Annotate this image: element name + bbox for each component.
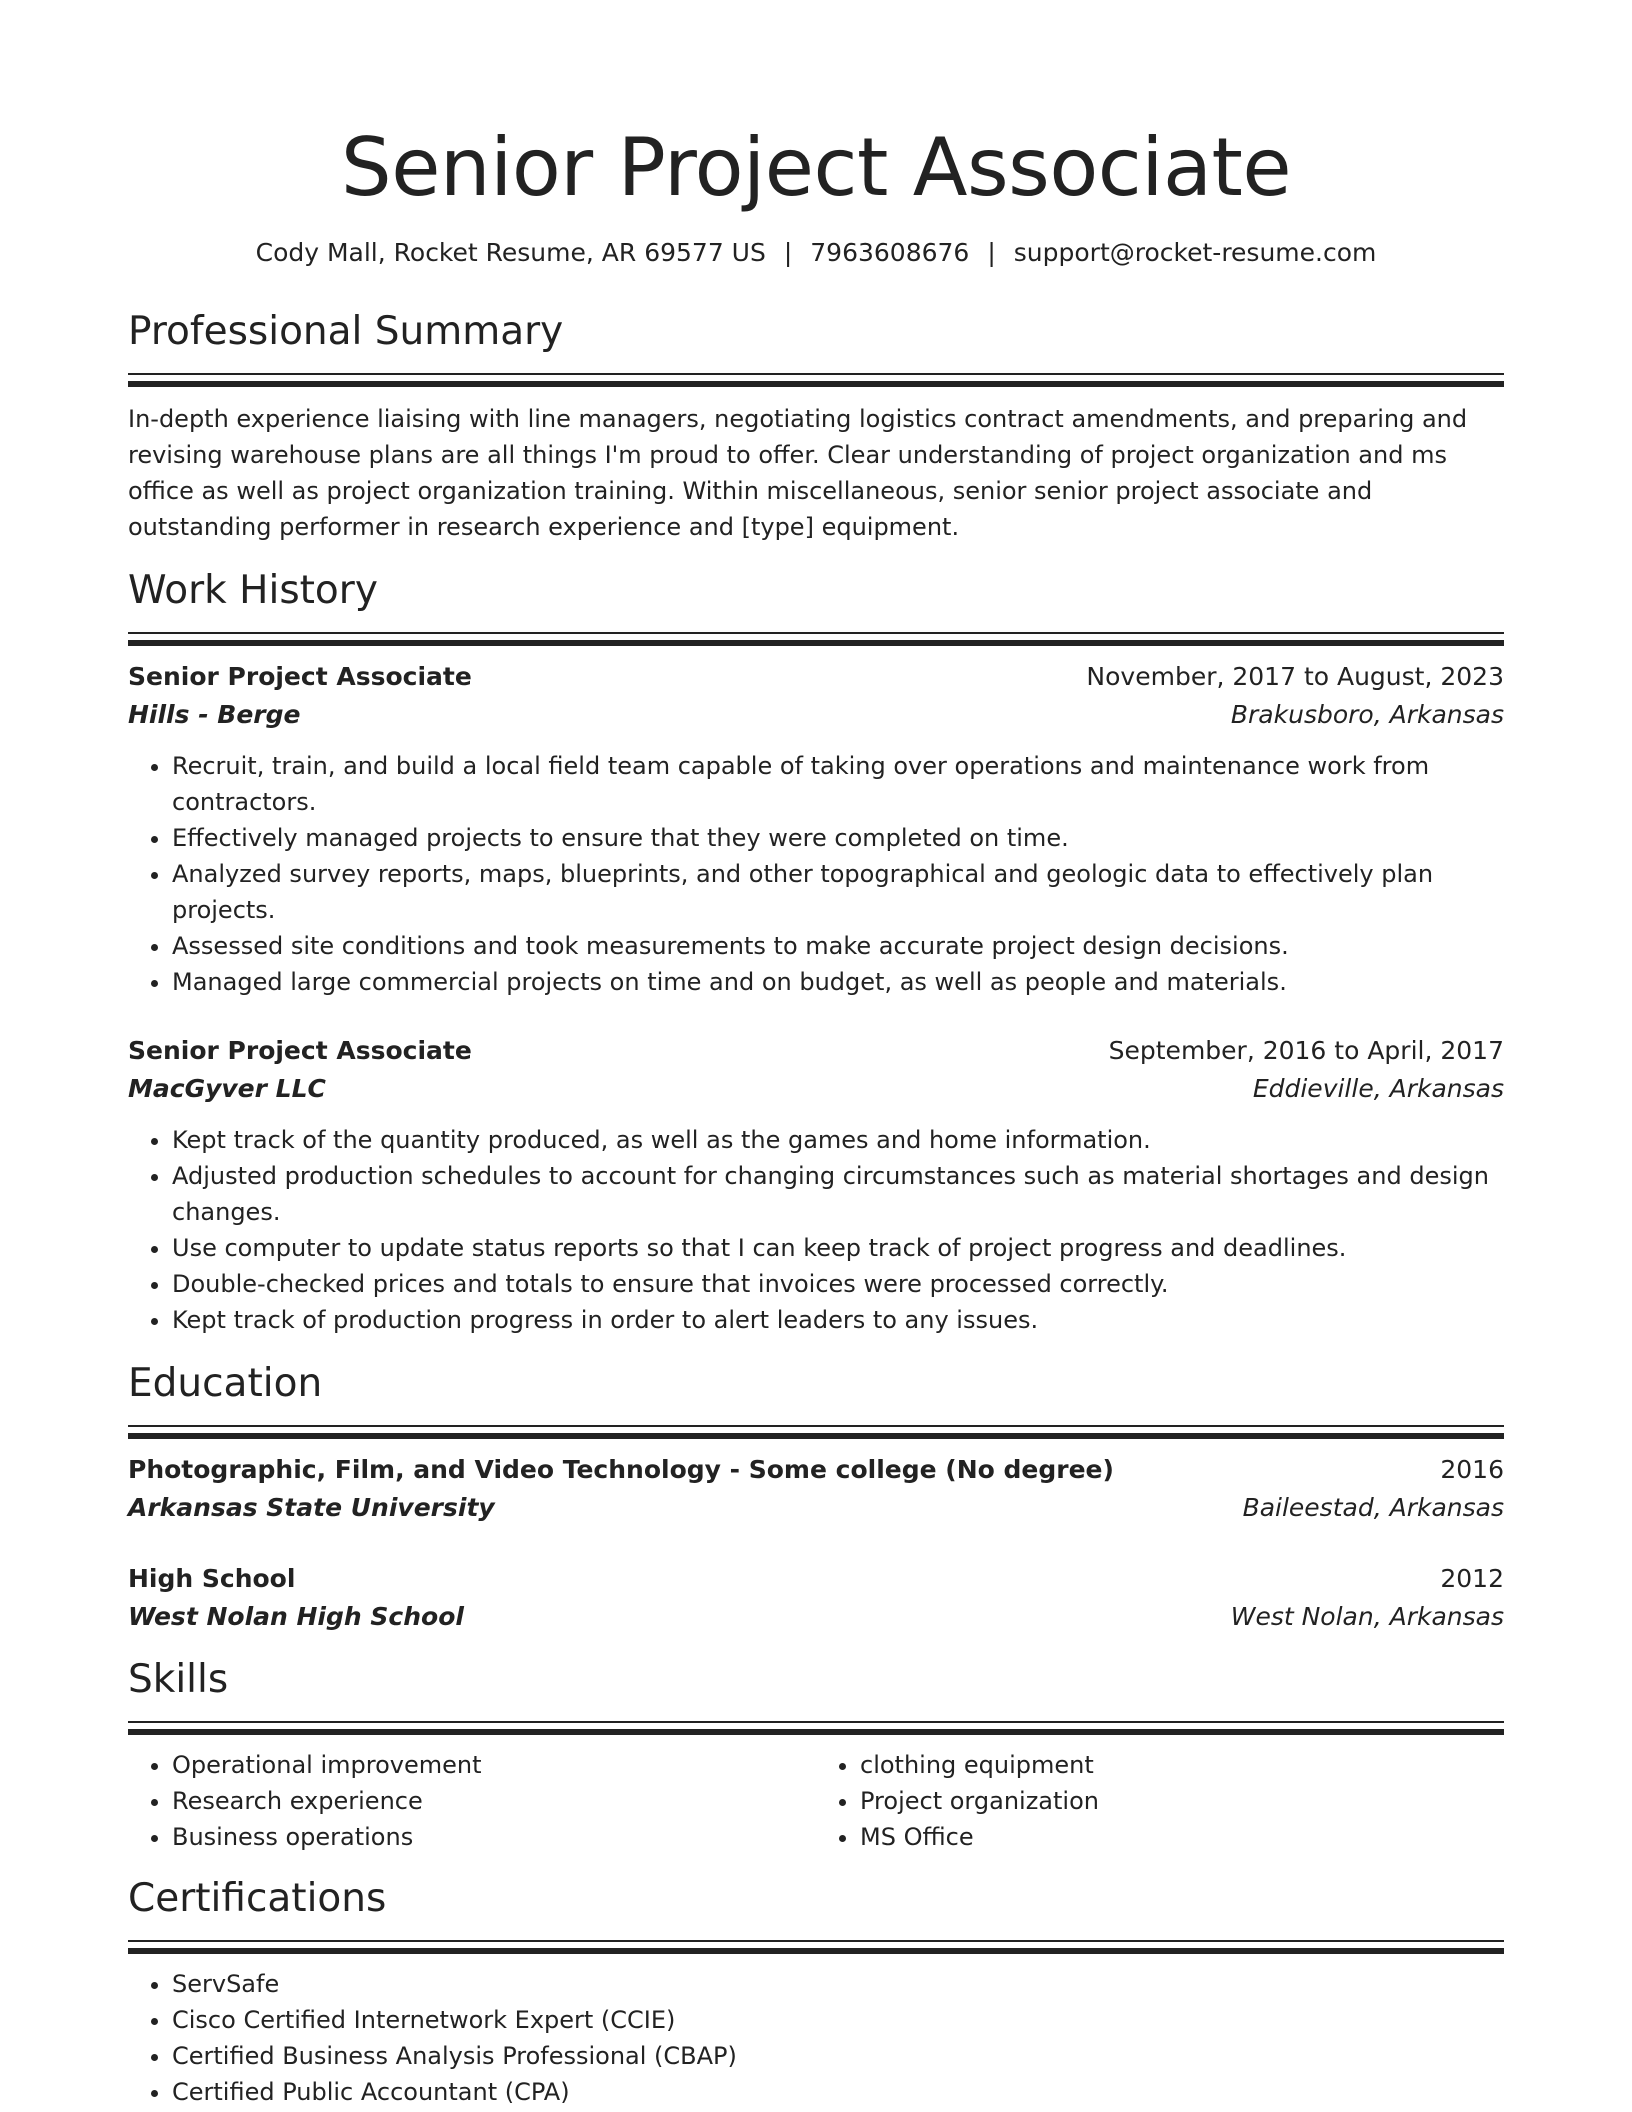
contact-email: support@rocket-resume.com — [1013, 238, 1377, 267]
skills-section — [128, 1654, 1504, 1855]
education-entry — [128, 1560, 1504, 1636]
list-item: • Managed large commercial projects on time and on budget, as well as people and materials. — [172, 964, 1504, 1000]
section-heading-summary: Professional Summary — [128, 309, 564, 354]
contact-line — [128, 236, 1504, 270]
certifications-section — [128, 1873, 1504, 2110]
list-item: • MS Office — [860, 1819, 1504, 1855]
section-divider — [128, 373, 1504, 387]
job-title: Senior Project Associate — [128, 662, 472, 691]
list-item: • Assessed site conditions and took measurements to make accurate project design decisions. — [172, 928, 1504, 964]
education-year: 2012 — [1440, 1564, 1504, 1593]
section-heading-certifications: Certifications — [128, 1876, 387, 1921]
job-entry — [128, 658, 1504, 1000]
list-item: • Adjusted production schedules to account for changing circumstances such as material shortages and design changes. — [172, 1158, 1504, 1230]
list-item: • Cisco Certified Internetwork Expert (CCIE) — [172, 2002, 1504, 2038]
education-degree: Photographic, Film, and Video Technology - Some college (No degree) — [128, 1455, 1114, 1484]
list-item: • Double-checked prices and totals to ensure that invoices were processed correctly. — [172, 1266, 1504, 1302]
work-section — [128, 565, 1504, 1338]
education-location: West Nolan, Arkansas — [1230, 1602, 1504, 1631]
resume-page — [128, 0, 1504, 2110]
job-entry — [128, 1032, 1504, 1338]
section-heading-work: Work History — [128, 568, 378, 613]
list-item: • Business operations — [172, 1819, 816, 1855]
list-item: • Recruit, train, and build a local field team capable of taking over operations and maintenance work from contractors. — [172, 748, 1504, 820]
list-item: • Analyzed survey reports, maps, blueprints, and other topographical and geologic data to effectively plan projects. — [172, 856, 1504, 928]
section-divider — [128, 632, 1504, 646]
contact-phone: 7963608676 — [810, 238, 970, 267]
list-item: • Certified Business Analysis Professional (CBAP) — [172, 2038, 1504, 2074]
list-item: • Kept track of production progress in order to alert leaders to any issues. — [172, 1302, 1504, 1338]
list-item: • clothing equipment — [860, 1747, 1504, 1783]
certifications-list — [128, 1966, 1504, 2110]
job-dates: September, 2016 to April, 2017 — [1108, 1036, 1504, 1065]
section-divider — [128, 1940, 1504, 1954]
job-dates: November, 2017 to August, 2023 — [1086, 662, 1504, 691]
section-divider — [128, 1721, 1504, 1735]
summary-text: In-depth experience liaising with line managers, negotiating logistics contract amendments, and preparing and revising warehouse plans are all things I'm proud to offer. Clear understanding of project organization and ms office as well as project organization training. Within miscellaneous, senior senior project associate and outstanding performer in research experience and [type] equipment. — [128, 405, 1468, 541]
education-degree: High School — [128, 1564, 296, 1593]
list-item: • Certified Public Accountant (CPA) — [172, 2074, 1504, 2110]
list-item: • Research experience — [172, 1783, 816, 1819]
section-heading-skills: Skills — [128, 1657, 229, 1702]
section-heading-education: Education — [128, 1361, 323, 1406]
skills-column-right — [816, 1747, 1504, 1855]
list-item: • Effectively managed projects to ensure that they were completed on time. — [172, 820, 1504, 856]
education-section — [128, 1358, 1504, 1636]
resume-title: Senior Project Associate — [340, 121, 1292, 214]
list-item: • Operational improvement — [172, 1747, 816, 1783]
job-company: Hills - Berge — [128, 700, 301, 729]
skills-column-left — [128, 1747, 816, 1855]
section-divider — [128, 1425, 1504, 1439]
contact-separator: | — [783, 238, 793, 267]
list-item: • ServSafe — [172, 1966, 1504, 2002]
education-location: Baileestad, Arkansas — [1242, 1493, 1504, 1522]
list-item: • Use computer to update status reports so that I can keep track of project progress and deadlines. — [172, 1230, 1504, 1266]
education-school: Arkansas State University — [128, 1493, 495, 1522]
job-bullets — [128, 1122, 1504, 1338]
job-company: MacGyver LLC — [128, 1074, 326, 1103]
job-bullets — [128, 748, 1504, 1000]
education-year: 2016 — [1440, 1455, 1504, 1484]
contact-separator: | — [987, 238, 996, 267]
list-item: • Kept track of the quantity produced, as well as the games and home information. — [172, 1122, 1504, 1158]
contact-address: Cody Mall, Rocket Resume, AR 69577 US — [255, 238, 766, 267]
job-location: Eddieville, Arkansas — [1252, 1074, 1504, 1103]
skills-grid — [128, 1735, 1504, 1855]
education-entry — [128, 1451, 1504, 1527]
list-item: • Project organization — [860, 1783, 1504, 1819]
job-location: Brakusboro, Arkansas — [1230, 700, 1504, 729]
education-school: West Nolan High School — [128, 1602, 464, 1631]
job-title: Senior Project Associate — [128, 1036, 472, 1065]
summary-section — [128, 306, 1504, 545]
